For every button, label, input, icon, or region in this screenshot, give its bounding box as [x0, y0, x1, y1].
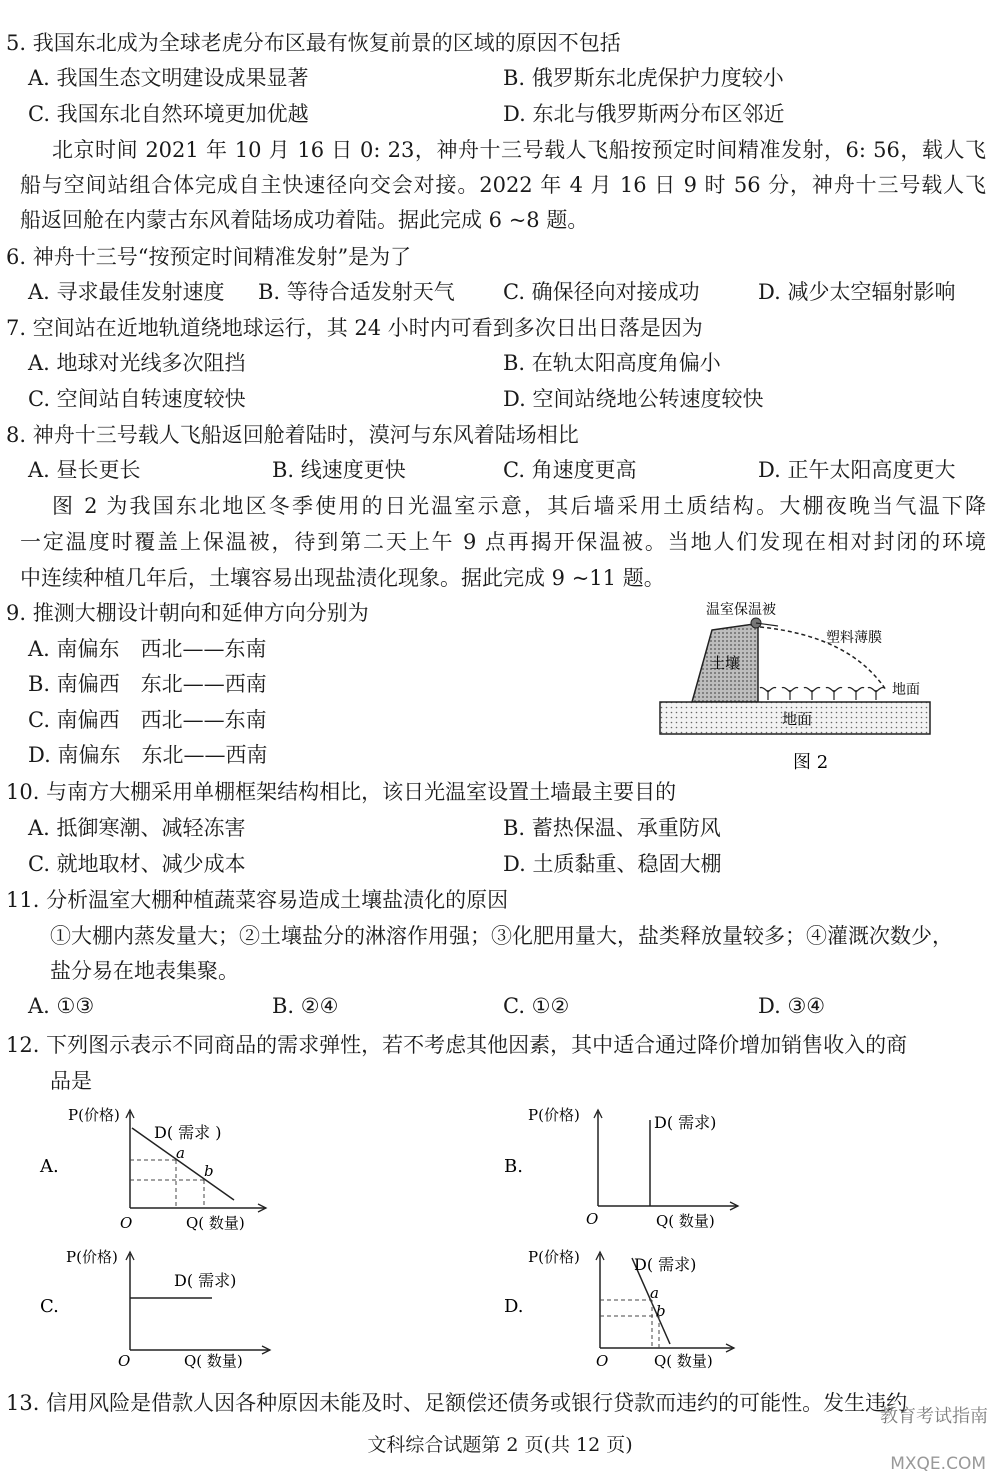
q12-graph-d [500, 1240, 750, 1372]
graph-a-d-label: D( 需求 ) [154, 1123, 222, 1142]
q11-stem: 11. 分析温室大棚种植蔬菜容易造成土壤盐渍化的原因 [6, 888, 509, 912]
q11-option-c: C. ①② [503, 994, 570, 1018]
q6-option-c: C. 确保径向对接成功 [503, 280, 700, 304]
q11-option-a: A. ①③ [28, 994, 95, 1018]
graph-d-origin: O [596, 1352, 609, 1370]
fig2-film-label: 塑料薄膜 [826, 630, 882, 646]
q9-option-b: B. 南偏西 东北——西南 [28, 672, 267, 696]
q9-option-c: C. 南偏西 西北——东南 [28, 708, 267, 732]
page-footer: 文科综合试题第 2 页(共 12 页) [367, 1434, 633, 1456]
q5-stem: 5. 我国东北成为全球老虎分布区最有恢复前景的区域的原因不包括 [6, 31, 621, 55]
fig2-quilt-label: 温室保温被 [706, 602, 776, 618]
graph-d-option-label: D. [504, 1296, 524, 1317]
q8-option-b: B. 线速度更快 [272, 458, 406, 482]
graph-a-origin: O [120, 1214, 133, 1232]
material1-line: 北京时间 2021 年 10 月 16 日 0: 23，神舟十三号载人飞船按预定时间精准发射，6: 56，载人飞 [52, 138, 986, 162]
graph-c-d-label: D( 需求) [174, 1271, 237, 1290]
graph-c-q-label: Q( 数量) [184, 1352, 243, 1370]
graph-d-p-label: P(价格) [528, 1248, 580, 1266]
q11-statement-line: 盐分易在地表集聚。 [50, 959, 239, 983]
q10-option-d: D. 土质黏重、稳固大棚 [503, 852, 722, 876]
q7-stem: 7. 空间站在近地轨道绕地球运行，其 24 小时内可看到多次日出日落是因为 [6, 316, 703, 340]
graph-b-option-label: B. [504, 1156, 523, 1177]
graph-a-q-label: Q( 数量) [186, 1214, 245, 1232]
watermark-site: MXQE.COM [890, 1454, 986, 1474]
q9-option-a: A. 南偏东 西北——东南 [28, 637, 267, 661]
fig2-ground-label-right: 地面 [892, 682, 920, 698]
material2-line: 图 2 为我国东北地区冬季使用的日光温室示意，其后墙采用土质结构。大棚夜晚当气温下降 [52, 494, 986, 518]
q12-stem: 12. 下列图示表示不同商品的需求弹性，若不考虑其他因素，其中适合通过降价增加销售收入的商 [6, 1033, 908, 1057]
seedlings [760, 688, 884, 701]
graph-d-q-label: Q( 数量) [654, 1352, 713, 1370]
graph-c-origin: O [118, 1352, 131, 1370]
fig2-caption: 图 2 [793, 752, 829, 773]
q7-option-c: C. 空间站自转速度较快 [28, 387, 246, 411]
q8-option-d: D. 正午太阳高度更大 [758, 458, 956, 482]
graph-b-d-label: D( 需求) [654, 1113, 717, 1132]
q5-option-d: D. 东北与俄罗斯两分布区邻近 [503, 102, 785, 126]
q5-option-c: C. 我国东北自然环境更加优越 [28, 102, 309, 126]
q10-option-a: A. 抵御寒潮、减轻冻害 [28, 816, 246, 840]
fig2-soil-label: 土壤 [710, 654, 741, 672]
graph-b-origin: O [586, 1210, 599, 1228]
q8-option-c: C. 角速度更高 [503, 458, 637, 482]
graph-c-p-label: P(价格) [66, 1248, 118, 1266]
q11-option-d: D. ③④ [758, 994, 826, 1018]
q11-option-b: B. ②④ [272, 994, 339, 1018]
material2-line: 中连续种植几年后，土壤容易出现盐渍化现象。据此完成 9 ~11 题。 [20, 566, 665, 590]
q10-option-b: B. 蓄热保温、承重防风 [503, 816, 721, 840]
q6-stem: 6. 神舟十三号“按预定时间精准发射”是为了 [6, 245, 412, 269]
q7-option-d: D. 空间站绕地公转速度较快 [503, 387, 764, 411]
graph-b-p-label: P(价格) [528, 1106, 580, 1124]
q6-option-d: D. 减少太空辐射影响 [758, 280, 956, 304]
q9-option-d: D. 南偏东 东北——西南 [28, 743, 268, 767]
fig2-ground-label: 地面 [782, 710, 813, 728]
q5-option-a: A. 我国生态文明建设成果显著 [28, 66, 309, 90]
q9-stem: 9. 推测大棚设计朝向和延伸方向分别为 [6, 601, 369, 625]
figure-2-greenhouse [650, 596, 940, 786]
q7-option-b: B. 在轨太阳高度角偏小 [503, 351, 721, 375]
q10-stem: 10. 与南方大棚采用单棚框架结构相比，该日光温室设置土墙最主要目的 [6, 780, 677, 804]
graph-d-point-b: b [656, 1302, 666, 1320]
q8-option-a: A. 昼长更长 [28, 458, 141, 482]
graph-a-point-b: b [204, 1162, 214, 1180]
material1-line: 船与空间站组合体完成自主快速径向交会对接。2022 年 4 月 16 日 9 时 56 分，神舟十三号载人飞 [20, 173, 986, 197]
material1-line: 船返回舱在内蒙古东风着陆场成功着陆。据此完成 6 ~8 题。 [20, 208, 589, 232]
q12-graph-b [500, 1100, 750, 1232]
graph-a-point-a: a [176, 1144, 185, 1162]
q12-stem-cont: 品是 [50, 1069, 92, 1093]
q11-statement-line: ①大棚内蒸发量大；②土壤盐分的淋溶作用强；③化肥用量大，盐类释放量较多；④灌溉次数少， [50, 924, 953, 948]
graph-b-q-label: Q( 数量) [656, 1212, 715, 1230]
graph-a-option-label: A. [40, 1156, 59, 1177]
q6-option-a: A. 寻求最佳发射速度 [28, 280, 225, 304]
graph-d-point-a: a [650, 1284, 659, 1302]
q12-graph-a [36, 1100, 276, 1232]
q7-option-a: A. 地球对光线多次阻挡 [28, 351, 246, 375]
q6-option-b: B. 等待合适发射天气 [258, 280, 455, 304]
q10-option-c: C. 就地取材、减少成本 [28, 852, 246, 876]
material2-line: 一定温度时覆盖上保温被，待到第二天上午 9 点再揭开保温被。当地人们发现在相对封闭的环境 [20, 530, 986, 554]
q8-stem: 8. 神舟十三号载人飞船返回舱着陆时，漠河与东风着陆场相比 [6, 423, 579, 447]
graph-c-option-label: C. [40, 1296, 59, 1317]
q13-stem: 13. 信用风险是借款人因各种原因未能及时、足额偿还债务或银行贷款而违约的可能性。发生违约 [6, 1391, 908, 1415]
q5-option-b: B. 俄罗斯东北虎保护力度较小 [503, 66, 784, 90]
q12-graph-c [36, 1240, 286, 1372]
watermark-logo-text: 教育考试指南 [880, 1406, 988, 1427]
graph-d-d-label: D( 需求) [634, 1255, 697, 1274]
graph-a-p-label: P(价格) [68, 1106, 120, 1124]
